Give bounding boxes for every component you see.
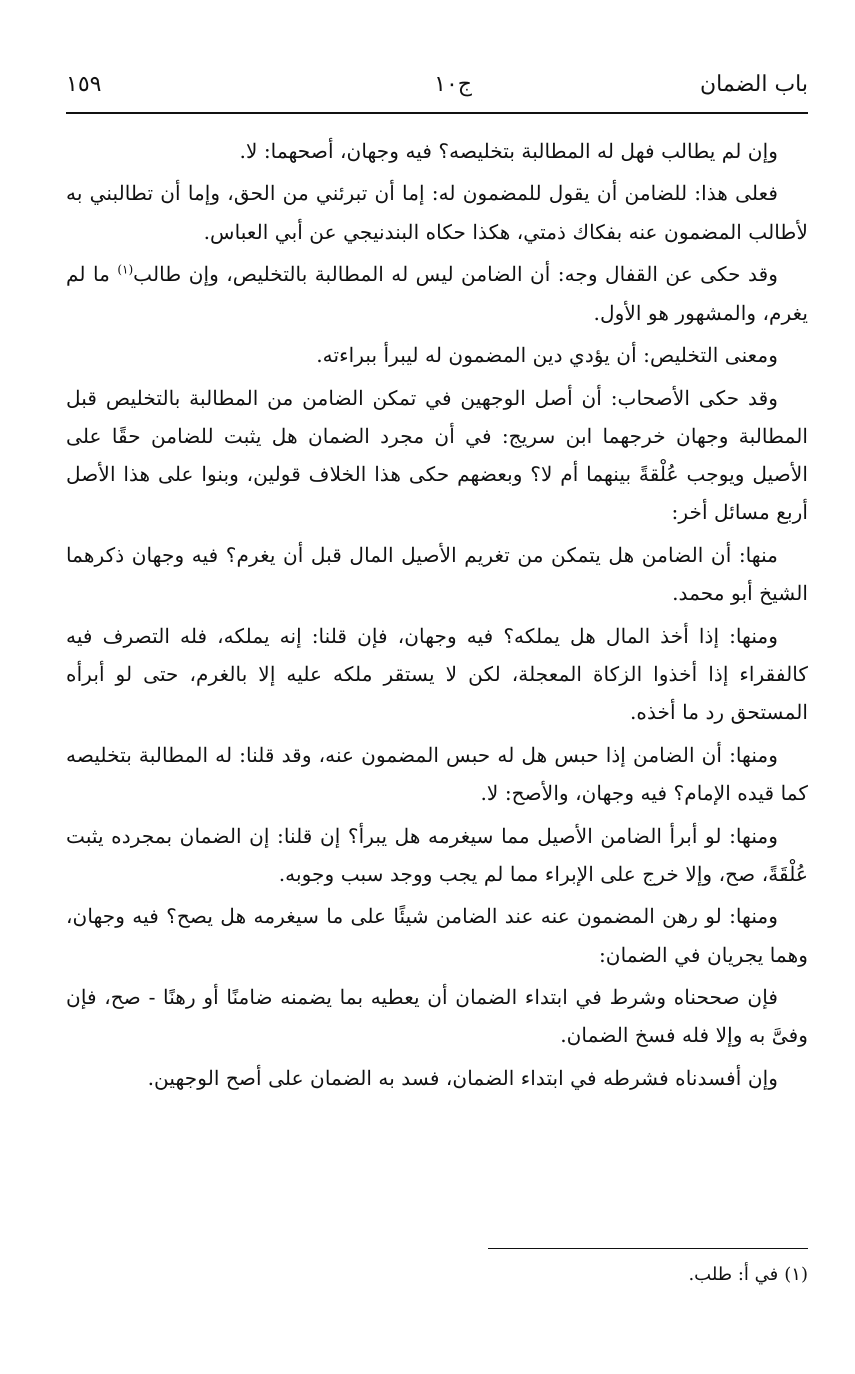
page-header [66,62,808,110]
paragraph: ومنها: لو أبرأ الضامن الأصيل مما سيغرمه هل يبرأ؟ إن قلنا: إن الضمان بمجرده يثبت عُلْقَةً، صح، وإلا خرج على الإبراء مما لم يجب ووجد سبب وجوبه. [66,823,808,886]
paragraph-text: ما لم يغرم، والمشهور هو الأول. [66,262,808,325]
paragraph: وقد حكى الأصحاب: أن أصل الوجهين في تمكن الضامن من المطالبة بالتخليص قبل المطالبة وجهان خرجهما ابن سريج: في أن مجرد الضمان هل يثبت للضامن حقًا على الأصيل ويوجب عُلْقةً بينهما أم لا؟ وبعضهم حكى هذا الخلاف قولين، وبنوا على هذا الأصل أربع مسائل أخر: [66,385,808,525]
paragraph: وإن لم يطالب فهل له المطالبة بتخليصه؟ فيه وجهان، أصحهما: لا. [239,139,778,163]
paragraph: وإن أفسدناه فشرطه في ابتداء الضمان، فسد به الضمان على أصح الوجهين. [147,1065,778,1090]
running-title: باب الضمان [699,72,808,97]
paragraph [66,255,808,332]
volume-label: ج١٠ [434,72,472,97]
footnote-rule [488,1248,808,1249]
body-text [66,132,808,1101]
paragraph: فإن صححناه وشرط في ابتداء الضمان أن يعطيه بما يضمنه ضامنًا أو رهنًا - صح، فإن وفىَّ به وإلا فله فسخ الضمان. [66,985,808,1048]
paragraph: ومعنى التخليص: أن يؤدي دين المضمون له ليبرأ ببراءته. [316,343,778,368]
paragraph-text: وقد حكى عن القفال وجه: أن الضامن ليس له المطالبة بالتخليص، وإن طالب [133,262,778,287]
paragraph: ومنها: لو رهن المضمون عنه عند الضامن شيئًا على ما سيغرمه هل يصح؟ فيه وجهان، وهما يجريان في الضمان: [66,904,808,967]
footnote-text: في أ: طلب. [688,1264,779,1285]
page-number: ١٥٩ [66,72,102,97]
footnote-reference: (١) [117,262,134,277]
footnote [66,1260,808,1290]
paragraph: فعلى هذا: للضامن أن يقول للمضمون له: إما أن تبرئني من الحق، وإما أن تطالبني به لأطالب المضمون عنه بفكاك ذمتي، هكذا حكاه البندنيجي عن أبي العباس. [66,181,808,244]
paragraph: منها: أن الضامن هل يتمكن من تغريم الأصيل المال قبل أن يغرم؟ فيه وجهان ذكرهما الشيخ أبو محمد. [66,542,808,606]
header-rule [66,112,808,114]
footnote-number: (١) [784,1264,808,1285]
paragraph: ومنها: أن الضامن إذا حبس هل له حبس المضمون عنه، وقد قلنا: له المطالبة بتخليصه كما قيده الإمام؟ فيه وجهان، والأصح: لا. [66,742,808,806]
paragraph: ومنها: إذا أخذ المال هل يملكه؟ فيه وجهان، فإن قلنا: إنه يملكه، فله التصرف فيه كالفقراء إذا أخذوا الزكاة المعجلة، لكن لا يستقر ملكه عليه إلا بالغرم، حتى لو أبرأه المستحق رد ما أخذه. [66,623,808,725]
